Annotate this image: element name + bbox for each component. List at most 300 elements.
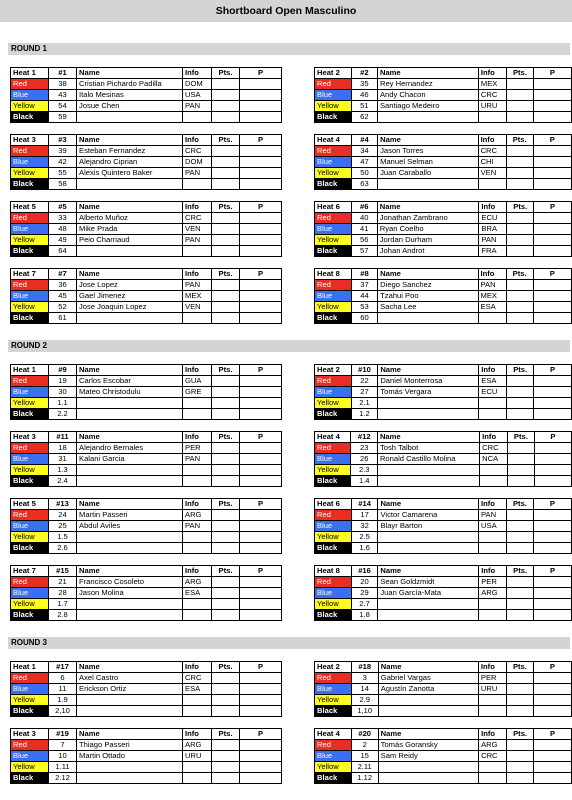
heat-number: #16	[351, 566, 378, 577]
place-cell	[533, 157, 571, 168]
surfer-seed: 2.8	[49, 610, 77, 621]
points-cell	[506, 280, 533, 291]
surfer-seed: 2,10	[49, 706, 77, 717]
surfer-seed: 2.11	[351, 762, 378, 773]
jersey-color: Yellow	[11, 101, 49, 112]
place-cell	[533, 112, 571, 123]
jersey-color: Blue	[11, 90, 49, 101]
surfer-seed: 1,10	[351, 706, 378, 717]
points-cell	[212, 398, 240, 409]
heat-table	[314, 201, 572, 257]
column-header-info: Info	[478, 135, 506, 146]
points-cell	[507, 510, 534, 521]
points-cell	[506, 695, 533, 706]
surfer-country	[183, 409, 212, 420]
column-header-name: Name	[378, 729, 478, 740]
jersey-color: Yellow	[315, 762, 352, 773]
column-header-p: P	[533, 68, 571, 79]
heat-label: Heat 1	[11, 68, 49, 79]
column-header-pts: Pts.	[507, 365, 534, 376]
points-cell	[506, 706, 533, 717]
column-header-info: Info	[183, 432, 212, 443]
surfer-row	[11, 387, 282, 398]
heat-label: Heat 2	[315, 662, 352, 673]
heat-label: Heat 7	[11, 566, 49, 577]
jersey-color: Black	[315, 246, 352, 257]
jersey-color: Yellow	[11, 398, 49, 409]
surfer-country: PAN	[183, 101, 212, 112]
jersey-color: Blue	[315, 454, 351, 465]
surfer-seed: 1.4	[351, 476, 377, 487]
heat-table	[10, 728, 282, 784]
points-cell	[508, 454, 535, 465]
surfer-name	[378, 706, 478, 717]
surfer-row	[315, 213, 572, 224]
surfer-name	[77, 610, 183, 621]
place-cell	[533, 773, 571, 784]
place-cell	[533, 101, 571, 112]
surfer-row	[11, 280, 282, 291]
surfer-row	[11, 695, 282, 706]
surfer-row	[11, 168, 282, 179]
heat-label: Heat 4	[315, 432, 351, 443]
heat-label: Heat 8	[315, 566, 352, 577]
heat-table	[314, 661, 572, 717]
points-cell	[212, 751, 240, 762]
jersey-color: Blue	[11, 588, 49, 599]
surfer-name: Sam Reidy	[378, 751, 478, 762]
points-cell	[507, 398, 534, 409]
place-cell	[240, 376, 282, 387]
heat-number: #8	[351, 269, 377, 280]
surfer-name	[77, 532, 183, 543]
surfer-name: Gael Jimenez	[77, 291, 183, 302]
surfer-country: URU	[183, 751, 212, 762]
surfer-country: PAN	[183, 168, 212, 179]
surfer-name: Victor Camarena	[378, 510, 479, 521]
points-cell	[212, 235, 240, 246]
surfer-country	[183, 532, 212, 543]
surfer-country	[183, 465, 212, 476]
surfer-row	[11, 610, 282, 621]
surfer-seed: 2.9	[351, 695, 378, 706]
surfer-country	[479, 773, 507, 784]
surfer-name: Diego Sanchez	[378, 280, 478, 291]
column-header-p: P	[240, 662, 282, 673]
place-cell	[240, 246, 282, 257]
points-cell	[212, 588, 240, 599]
surfer-country	[478, 179, 506, 190]
heat-table	[10, 364, 282, 420]
surfer-row	[11, 146, 282, 157]
heat-label: Heat 1	[11, 662, 49, 673]
surfer-seed: 52	[49, 302, 77, 313]
column-header-info: Info	[183, 499, 212, 510]
surfer-row	[315, 112, 572, 123]
surfer-country: NCA	[480, 454, 508, 465]
heat-header-row	[11, 202, 282, 213]
points-cell	[507, 521, 534, 532]
heat-label: Heat 8	[315, 269, 352, 280]
place-cell	[240, 684, 282, 695]
heat-number: #2	[351, 68, 377, 79]
surfer-seed: 14	[351, 684, 378, 695]
surfer-name: Sacha Lee	[378, 302, 478, 313]
jersey-color: Blue	[315, 588, 352, 599]
column-header-name: Name	[378, 365, 479, 376]
heat-label: Heat 3	[11, 432, 49, 443]
jersey-color: Black	[315, 610, 352, 621]
surfer-seed: 6	[49, 673, 77, 684]
surfer-name	[378, 695, 478, 706]
heat-table	[314, 498, 572, 554]
surfer-seed: 1.11	[49, 762, 77, 773]
column-header-p: P	[240, 566, 282, 577]
column-header-name: Name	[378, 499, 479, 510]
surfer-country: ESA	[479, 376, 507, 387]
heat-label: Heat 5	[11, 202, 49, 213]
place-cell	[534, 476, 571, 487]
surfer-country: PAN	[183, 521, 212, 532]
surfer-row	[11, 224, 282, 235]
surfer-country	[479, 762, 507, 773]
surfer-seed: 39	[49, 146, 77, 157]
surfer-country: ECU	[479, 213, 507, 224]
points-cell	[212, 101, 240, 112]
heat-table	[10, 565, 282, 621]
surfer-country: CHI	[478, 157, 506, 168]
column-header-p: P	[533, 135, 571, 146]
surfer-name	[377, 476, 479, 487]
surfer-name	[77, 543, 183, 554]
surfer-seed: 58	[49, 179, 77, 190]
surfer-seed: 3	[351, 673, 378, 684]
heat-header-row	[11, 499, 282, 510]
heat-label: Heat 1	[11, 365, 49, 376]
jersey-color: Yellow	[11, 599, 49, 610]
surfer-country: MEX	[478, 291, 506, 302]
heat-number: #11	[49, 432, 77, 443]
heat-table	[10, 134, 282, 190]
surfer-country: GUA	[183, 376, 212, 387]
column-header-pts: Pts.	[507, 729, 534, 740]
surfer-country: PER	[479, 577, 507, 588]
heat-table	[314, 67, 572, 123]
jersey-color: Red	[315, 740, 352, 751]
place-cell	[533, 706, 571, 717]
points-cell	[506, 90, 533, 101]
surfer-name: Jordan Durham	[377, 235, 479, 246]
surfer-name: Cristian Pichardo Padilla	[77, 79, 183, 90]
column-header-p: P	[240, 432, 282, 443]
points-cell	[506, 684, 533, 695]
surfer-country	[183, 773, 212, 784]
jersey-color: Blue	[11, 454, 49, 465]
surfer-country: ECU	[479, 387, 507, 398]
column-header-pts: Pts.	[506, 662, 533, 673]
surfer-country: FRA	[479, 246, 507, 257]
surfer-row	[11, 773, 282, 784]
points-cell	[212, 543, 240, 554]
column-header-pts: Pts.	[212, 566, 240, 577]
jersey-color: Yellow	[315, 101, 352, 112]
points-cell	[508, 465, 535, 476]
column-header-pts: Pts.	[212, 499, 240, 510]
column-header-p: P	[533, 269, 571, 280]
jersey-color: Blue	[11, 387, 49, 398]
jersey-color: Black	[315, 543, 352, 554]
heat-number: #3	[49, 135, 77, 146]
surfer-country: PAN	[478, 280, 506, 291]
jersey-color: Yellow	[11, 302, 49, 313]
column-header-info: Info	[183, 202, 212, 213]
heat-label: Heat 7	[11, 269, 49, 280]
place-cell	[534, 588, 572, 599]
place-cell	[240, 751, 282, 762]
points-cell	[508, 443, 535, 454]
surfer-country	[478, 112, 506, 123]
surfer-seed: 64	[49, 246, 77, 257]
points-cell	[507, 740, 534, 751]
points-cell	[506, 291, 533, 302]
jersey-color: Blue	[11, 157, 49, 168]
column-header-info: Info	[479, 202, 507, 213]
surfer-seed: 61	[49, 313, 77, 324]
heat-header-row	[11, 365, 282, 376]
jersey-color: Yellow	[315, 532, 352, 543]
surfer-row	[315, 409, 572, 420]
jersey-color: Black	[11, 610, 49, 621]
surfer-row	[315, 157, 572, 168]
round-header: ROUND 1	[8, 43, 570, 55]
heat-header-row	[315, 729, 572, 740]
surfer-seed: 1.6	[351, 543, 378, 554]
jersey-color: Blue	[11, 751, 49, 762]
surfer-row	[11, 398, 282, 409]
place-cell	[240, 235, 282, 246]
surfer-seed: 31	[49, 454, 77, 465]
surfer-name: Josue Chen	[77, 101, 183, 112]
column-header-info: Info	[478, 68, 506, 79]
points-cell	[212, 157, 240, 168]
surfer-row	[11, 443, 282, 454]
surfer-row	[315, 302, 572, 313]
surfer-country: PAN	[479, 235, 507, 246]
points-cell	[212, 577, 240, 588]
place-cell	[240, 302, 282, 313]
heat-number: #1	[49, 68, 77, 79]
heat-header-row	[11, 729, 282, 740]
jersey-color: Yellow	[11, 168, 49, 179]
column-header-p: P	[533, 499, 571, 510]
column-header-name: Name	[77, 135, 183, 146]
column-header-pts: Pts.	[507, 566, 534, 577]
surfer-country: CRC	[478, 90, 506, 101]
surfer-country: PAN	[479, 510, 507, 521]
points-cell	[212, 146, 240, 157]
column-header-info: Info	[479, 566, 507, 577]
points-cell	[212, 510, 240, 521]
surfer-seed: 55	[49, 168, 77, 179]
surfer-seed: 57	[351, 246, 377, 257]
jersey-color: Yellow	[11, 762, 49, 773]
jersey-color: Red	[11, 510, 49, 521]
surfer-row	[11, 157, 282, 168]
place-cell	[240, 588, 282, 599]
surfer-seed: 23	[351, 443, 377, 454]
points-cell	[212, 465, 240, 476]
surfer-name	[378, 179, 478, 190]
surfer-country: CRC	[183, 213, 212, 224]
column-header-info: Info	[183, 566, 212, 577]
surfer-seed: 22	[351, 376, 378, 387]
points-cell	[507, 246, 534, 257]
jersey-color: Black	[11, 246, 49, 257]
jersey-color: Black	[11, 773, 49, 784]
heat-header-row	[11, 566, 282, 577]
column-header-name: Name	[77, 729, 183, 740]
surfer-seed: 37	[351, 280, 377, 291]
surfer-country	[183, 112, 212, 123]
surfer-seed: 41	[351, 224, 377, 235]
column-header-name: Name	[77, 432, 183, 443]
surfer-name: Alejandro Bernales	[77, 443, 183, 454]
points-cell	[212, 762, 240, 773]
jersey-color: Blue	[315, 291, 352, 302]
jersey-color: Yellow	[11, 465, 49, 476]
surfer-row	[315, 510, 572, 521]
column-header-pts: Pts.	[212, 202, 240, 213]
surfer-seed: 24	[49, 510, 77, 521]
points-cell	[506, 146, 533, 157]
surfer-name: Peio Charriaud	[77, 235, 183, 246]
points-cell	[507, 543, 534, 554]
surfer-seed: 35	[351, 79, 377, 90]
points-cell	[507, 532, 534, 543]
surfer-name: Mike Prada	[77, 224, 183, 235]
column-header-pts: Pts.	[507, 202, 534, 213]
points-cell	[212, 706, 240, 717]
surfer-country	[183, 706, 212, 717]
points-cell	[506, 79, 533, 90]
points-cell	[507, 599, 534, 610]
heat-header-row	[315, 135, 572, 146]
column-header-name: Name	[77, 499, 183, 510]
surfer-seed: 28	[49, 588, 77, 599]
place-cell	[240, 101, 282, 112]
surfer-name	[378, 313, 478, 324]
jersey-color: Blue	[315, 751, 352, 762]
place-cell	[240, 291, 282, 302]
column-header-pts: Pts.	[212, 135, 240, 146]
surfer-name: Gabriel Vargas	[378, 673, 478, 684]
surfer-country: ARG	[183, 740, 212, 751]
jersey-color: Blue	[315, 521, 352, 532]
surfer-seed: 2.1	[351, 398, 378, 409]
surfer-row	[315, 751, 572, 762]
surfer-seed: 1.3	[49, 465, 77, 476]
place-cell	[534, 454, 571, 465]
surfer-country: CRC	[479, 751, 507, 762]
column-header-p: P	[534, 202, 572, 213]
surfer-seed: 60	[351, 313, 377, 324]
surfer-row	[315, 706, 572, 717]
surfer-country: DOM	[183, 79, 212, 90]
column-header-pts: Pts.	[212, 662, 240, 673]
surfer-row	[11, 577, 282, 588]
surfer-seed: 62	[351, 112, 377, 123]
surfer-name: Agustín Zanotta	[378, 684, 478, 695]
jersey-color: Red	[11, 146, 49, 157]
points-cell	[212, 246, 240, 257]
place-cell	[533, 751, 571, 762]
surfer-name: Abdul Aviles	[77, 521, 183, 532]
surfer-row	[315, 762, 572, 773]
surfer-row	[315, 454, 572, 465]
surfer-row	[315, 101, 572, 112]
surfer-country: USA	[479, 521, 507, 532]
surfer-seed: 42	[49, 157, 77, 168]
surfer-country	[183, 543, 212, 554]
surfer-seed: 51	[351, 101, 377, 112]
surfer-seed: 56	[351, 235, 377, 246]
column-header-info: Info	[183, 269, 212, 280]
points-cell	[212, 521, 240, 532]
surfer-row	[315, 684, 572, 695]
surfer-name: Jason Torres	[378, 146, 478, 157]
surfer-country	[183, 313, 212, 324]
column-header-pts: Pts.	[212, 729, 240, 740]
surfer-seed: 2.2	[49, 409, 77, 420]
heat-table	[314, 431, 572, 487]
place-cell	[534, 443, 571, 454]
points-cell	[212, 112, 240, 123]
surfer-country: CRC	[183, 146, 212, 157]
points-cell	[212, 168, 240, 179]
points-cell	[507, 610, 534, 621]
points-cell	[506, 673, 533, 684]
place-cell	[240, 510, 282, 521]
jersey-color: Red	[11, 673, 49, 684]
surfer-row	[315, 168, 572, 179]
surfer-seed: 50	[351, 168, 377, 179]
surfer-name: Johan Androt	[377, 246, 479, 257]
heat-number: #4	[351, 135, 377, 146]
surfer-name: Juan Caraballo	[378, 168, 478, 179]
place-cell	[240, 740, 282, 751]
jersey-color: Red	[315, 376, 352, 387]
surfer-seed: 2.3	[351, 465, 377, 476]
surfer-seed: 2.5	[351, 532, 378, 543]
place-cell	[533, 521, 571, 532]
points-cell	[212, 90, 240, 101]
surfer-seed: 33	[49, 213, 77, 224]
surfer-country	[480, 465, 508, 476]
surfer-row	[11, 599, 282, 610]
place-cell	[533, 313, 571, 324]
place-cell	[533, 302, 571, 313]
column-header-info: Info	[480, 432, 508, 443]
place-cell	[534, 376, 572, 387]
points-cell	[506, 302, 533, 313]
points-cell	[212, 313, 240, 324]
heat-header-row	[315, 365, 572, 376]
column-header-pts: Pts.	[506, 269, 533, 280]
heat-table	[10, 201, 282, 257]
column-header-name: Name	[77, 365, 183, 376]
points-cell	[212, 291, 240, 302]
surfer-row	[315, 291, 572, 302]
